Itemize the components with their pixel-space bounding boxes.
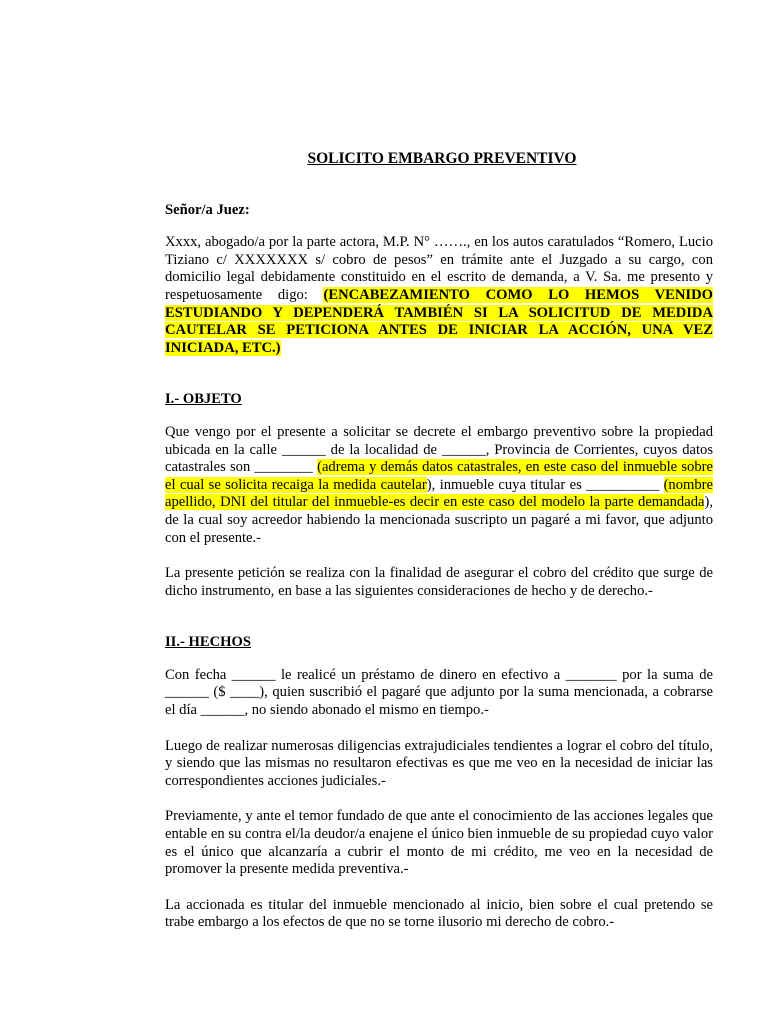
objeto-paragraph-1: [165, 424, 713, 547]
objeto-text-a: Que vengo por el presente a solicitar se decrete el embargo preventivo sobre la propiedad ubicada en la calle ______ de la localidad de ______, Provincia de Corrientes, cuyos datos catastrales son ________: [165, 423, 713, 476]
hechos-paragraph-1: Con fecha ______ le realicé un préstamo de dinero en efectivo a _______ por la suma de ______ ($ ____), quien suscribió el pagaré que adjunto por la suma mencionada, a cobrarse el día ______, no siendo abonado el mismo en tiempo.-: [165, 666, 713, 719]
intro-highlight-note: (ENCABEZAMIENTO COMO LO HEMOS VENIDO ESTUDIANDO Y DEPENDERÁ TAMBIÉN SI LA SOLICITUD DE MEDIDA CAUTELAR SE PETICIONA ANTES DE INICIAR LA ACCIÓN, UNA VEZ INICIADA, ETC.): [165, 286, 713, 356]
intro-text: Xxxx, abogado/a por la parte actora, M.P. N° ……., en los autos caratulados “Romero, Lucio Tiziano c/ XXXXXXX s/ cobro de pesos” en trámite ante el Juzgado a su cargo, con domicilio legal debidamente constituido en el escrito de demanda, a V. Sa. me presento y respetuosamente digo:: [165, 234, 713, 303]
hechos-paragraph-4: La accionada es titular del inmueble mencionado al inicio, bien sobre el cual pretendo se trabe embargo a los efectos de que no se torne ilusorio mi derecho de cobro.-: [165, 896, 713, 931]
document-body: [165, 150, 713, 950]
objeto-paragraph-2: La presente petición se realiza con la finalidad de asegurar el cobro del crédito que surge de dicho instrumento, en base a las siguientes consideraciones de hecho y de derecho.-: [165, 565, 713, 599]
hechos-paragraph-2: Luego de realizar numerosas diligencias extrajudiciales tendientes a lograr el cobro del título, y siendo que las mismas no resultaron efectivas es que me veo en la necesidad de iniciar las correspondientes acciones judiciales.-: [165, 737, 713, 789]
section-heading-hechos: II.- HECHOS: [165, 634, 251, 651]
objeto-text-c: ), de la cual soy acreedor habiendo la mencionada suscripto un pagaré a mi favor, que adjunto con el presente.-: [165, 494, 713, 546]
objeto-highlight-titular: (nombre apellido, DNI del titular del inmueble-es decir en este caso del modelo la parte demandada: [165, 476, 714, 511]
intro-paragraph: [165, 234, 713, 357]
salutation: Señor/a Juez:: [165, 201, 250, 218]
section-heading-objeto: I.- OBJETO: [165, 391, 242, 408]
objeto-highlight-catastro: (adrema y demás datos catastrales, en este caso del inmueble sobre el cual se solicita recaiga la medida cautelar: [165, 459, 713, 493]
hechos-paragraph-3: Previamente, y ante el temor fundado de que ante el conocimiento de las acciones legales que entable en su contra el/la deudor/a enajene el único bien inmueble de su propiedad cuyo valor es el único que alcanzaría a cubrir el monto de mi crédito, me veo en la necesidad de promover la presente medida preventiva.-: [165, 808, 713, 878]
document-title: SOLICITO EMBARGO PREVENTIVO: [307, 150, 577, 167]
objeto-text-b: ), inmueble cuya titular es __________: [426, 476, 664, 493]
